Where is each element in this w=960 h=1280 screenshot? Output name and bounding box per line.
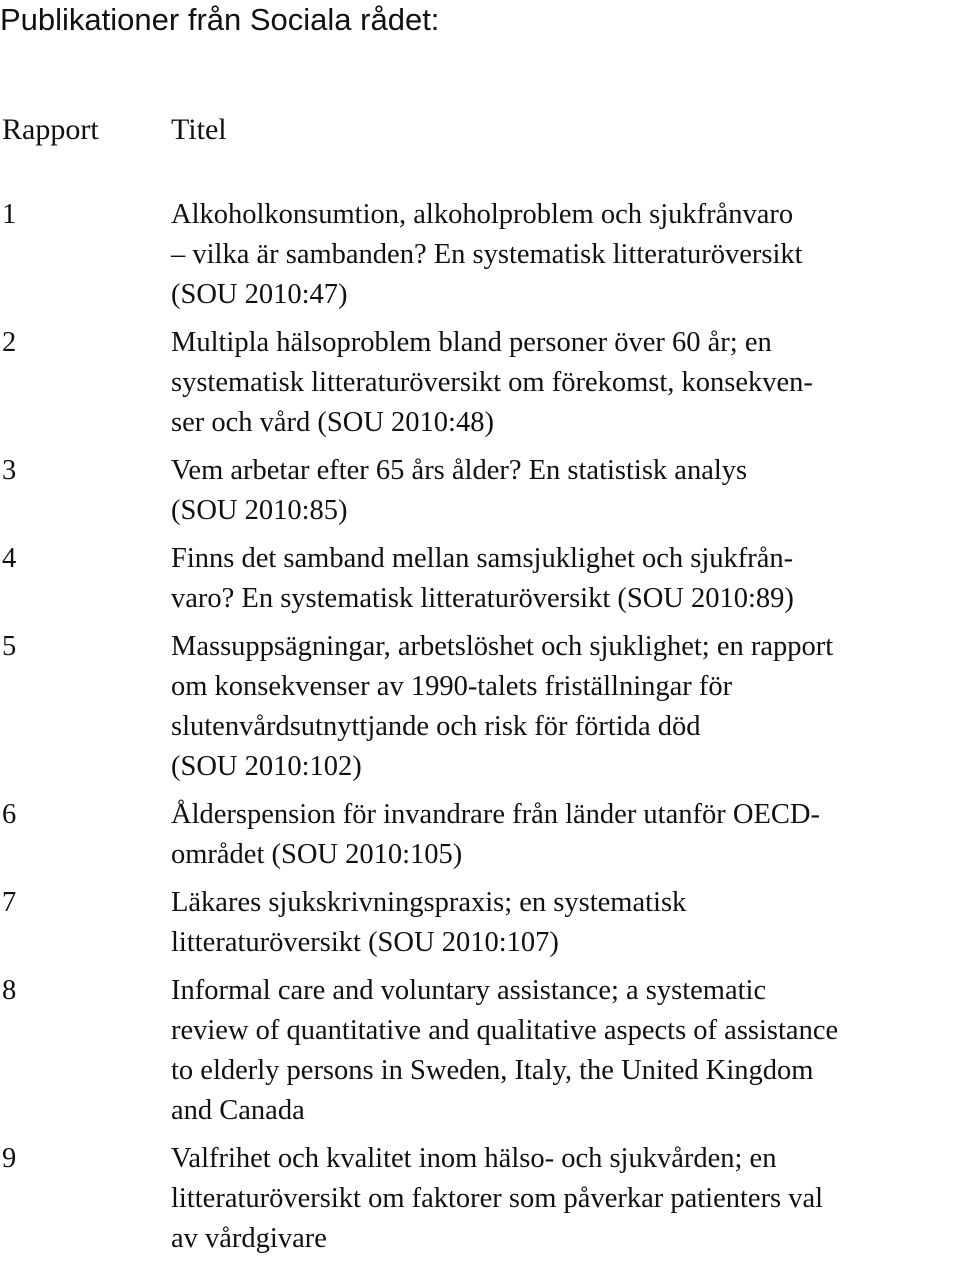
report-title: Valfrihet och kvalitet inom hälso- och sjukvården; en litteraturöversikt om faktorer som påverkar patienters val av vårdgivare [171, 1143, 824, 1254]
report-entry [0, 1139, 960, 1259]
report-entry [0, 323, 960, 443]
report-entry [0, 795, 960, 875]
column-header-rapport: Rapport [2, 113, 99, 146]
report-title: Massuppsägningar, arbetslöshet och sjuklighet; en rapport om konsekvenser av 1990-talets friställningar för slutenvårdsutnyttjande och risk för förtida död (SOU 2010:102) [171, 631, 834, 782]
report-number: 8 [2, 975, 17, 1006]
report-number: 2 [2, 327, 17, 358]
report-number: 5 [2, 631, 17, 662]
report-entry [0, 539, 960, 619]
report-number: 1 [2, 199, 17, 230]
report-entry [0, 883, 960, 963]
report-title: Finns det samband mellan samsjuklighet och sjukfrån- varo? En systematisk litteraturöversikt (SOU 2010:89) [171, 543, 794, 614]
column-header-titel: Titel [171, 113, 227, 146]
report-number: 9 [2, 1143, 17, 1174]
report-list [0, 195, 960, 1267]
report-title: Multipla hälsoproblem bland personer över 60 år; en systematisk litteraturöversikt om förekomst, konsekven- ser och vård (SOU 2010:48) [171, 327, 813, 438]
page-title: Publikationer från Sociala rådet: [0, 2, 440, 37]
report-number: 7 [2, 887, 17, 918]
report-entry [0, 971, 960, 1131]
report-title: Ålderspension för invandrare från länder utanför OECD- området (SOU 2010:105) [171, 799, 820, 870]
report-number: 4 [2, 543, 17, 574]
report-title: Vem arbetar efter 65 års ålder? En statistisk analys (SOU 2010:85) [171, 455, 748, 526]
report-title: Alkoholkonsumtion, alkoholproblem och sjukfrånvaro – vilka är sambanden? En systematisk litteraturöversikt (SOU 2010:47) [171, 199, 803, 310]
report-number: 6 [2, 799, 17, 830]
report-title: Informal care and voluntary assistance; a systematic review of quantitative and qualitative aspects of assistance to elderly persons in Sweden, Italy, the United Kingdom and Canada [171, 975, 839, 1126]
report-entry [0, 451, 960, 531]
report-entry [0, 627, 960, 787]
report-entry [0, 195, 960, 315]
report-number: 3 [2, 455, 17, 486]
table-header [0, 108, 960, 152]
report-title: Läkares sjukskrivningspraxis; en systematisk litteraturöversikt (SOU 2010:107) [171, 887, 687, 958]
